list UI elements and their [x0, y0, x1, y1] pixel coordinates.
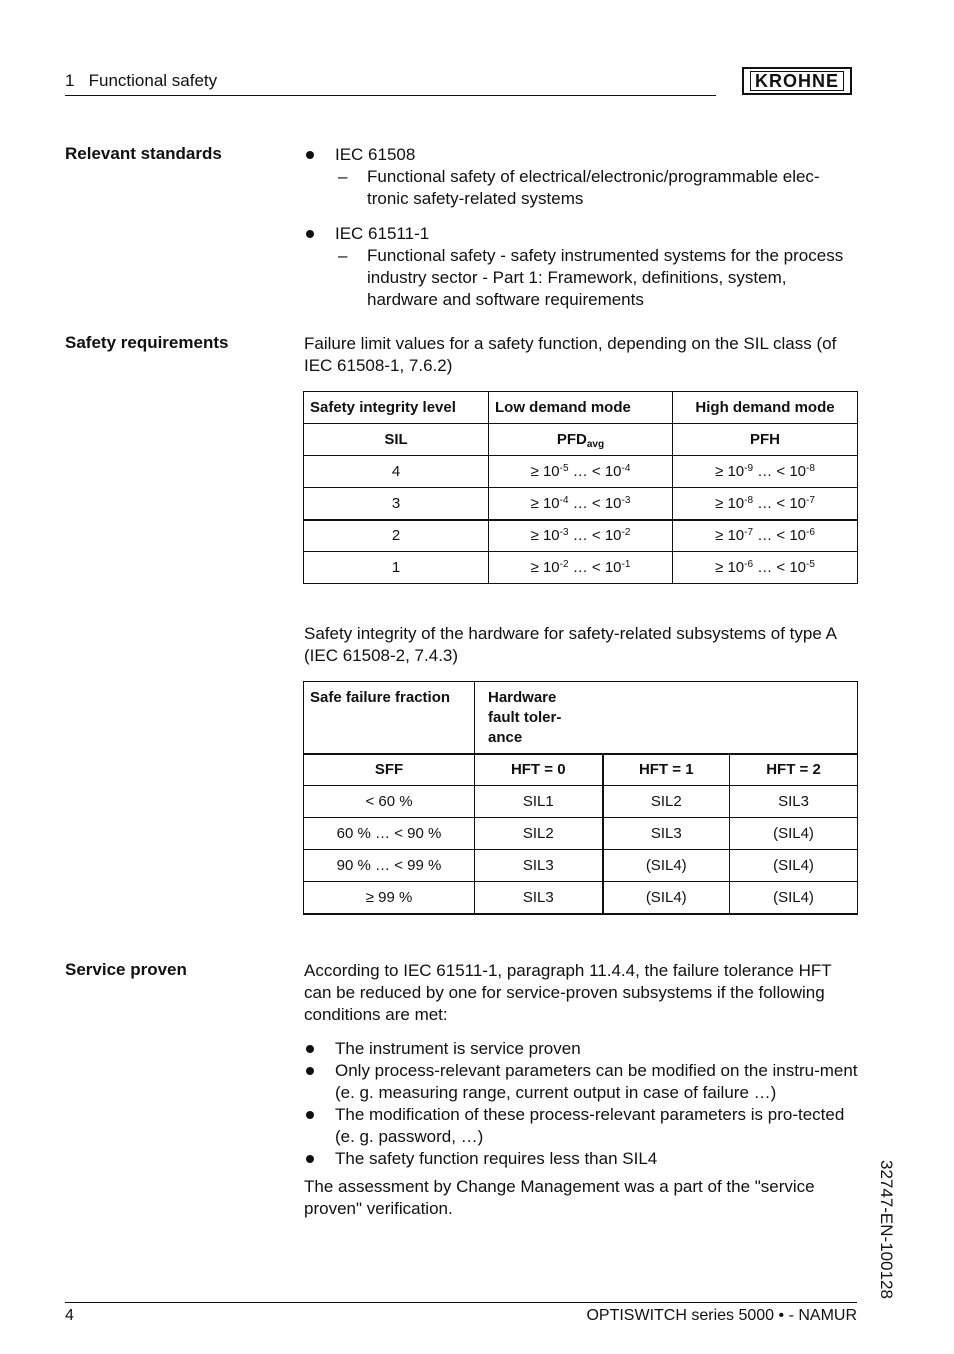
- header-rule: [65, 95, 716, 96]
- list-item: The instrument is service proven: [304, 1038, 860, 1060]
- section-label-service-proven: Service proven: [65, 960, 187, 979]
- table-cell: SIL1: [475, 786, 603, 818]
- table-subheader: $PFD_{avg}$: [489, 424, 673, 456]
- table-row: [304, 520, 858, 552]
- table-cell: SIL3: [603, 818, 730, 850]
- table-row: [304, 488, 858, 520]
- table-cell: < 60 %: [304, 786, 475, 818]
- pfd-cell: ≥ $10^{-3}$ … < $10^{-2}$: [489, 520, 673, 552]
- table-subheader: HFT = 0: [475, 754, 603, 786]
- footer-rule: [65, 1302, 857, 1303]
- table-cell: (SIL4): [603, 850, 730, 882]
- service-proven-closing: The assessment by Change Management was a part of the "service proven" verification.: [304, 1177, 815, 1218]
- page-number: 4: [65, 1307, 74, 1324]
- safety-requirements-intro: Failure limit values for a safety function, depending on the SIL class (of IEC 61508-1, 7.6.2): [304, 334, 837, 375]
- table-header: Hardware fault toler- ance: [475, 682, 858, 754]
- list-subitem: [304, 245, 860, 311]
- table-row: [304, 456, 858, 488]
- table-cell: 60 % … < 90 %: [304, 818, 475, 850]
- table-cell: SIL3: [730, 786, 858, 818]
- table-subheader: SFF: [304, 754, 475, 786]
- pfh-cell: ≥ $10^{-9}$ … < $10^{-8}$: [673, 456, 858, 488]
- bullet-icon: [306, 1155, 314, 1163]
- dash-icon: –: [338, 246, 348, 265]
- product-name: OPTISWITCH series 5000 • - NAMUR: [586, 1307, 857, 1324]
- krohne-logo: [742, 67, 852, 95]
- list-item: The safety function requires less than SIL4: [304, 1148, 860, 1170]
- table-cell: SIL3: [475, 850, 603, 882]
- document-number: 32747-EN-100128: [877, 1160, 896, 1299]
- table-row: [304, 786, 858, 818]
- table-row: [304, 552, 858, 584]
- table-row: [304, 850, 858, 882]
- service-proven-body: [304, 960, 860, 1220]
- pfd-cell: ≥ $10^{-2}$ … < $10^{-1}$: [489, 552, 673, 584]
- list-item: [304, 223, 860, 245]
- chapter-title: 1 Functional safety: [65, 71, 218, 90]
- table-cell: (SIL4): [730, 882, 858, 914]
- table-cell: ≥ 99 %: [304, 882, 475, 914]
- sil-cell: 1: [304, 552, 489, 584]
- standard-title: IEC 61508: [335, 145, 416, 164]
- sff-table: [303, 681, 858, 915]
- bullet-icon: [306, 230, 314, 238]
- section-label-safety-requirements: Safety requirements: [65, 333, 229, 352]
- standard-title: IEC 61511-1: [335, 224, 430, 243]
- pfh-cell: ≥ $10^{-7}$ … < $10^{-6}$: [673, 520, 858, 552]
- dash-icon: –: [338, 167, 348, 186]
- table-cell: SIL2: [475, 818, 603, 850]
- table-header: Low demand mode: [489, 392, 673, 424]
- list-subitem: [304, 166, 860, 210]
- hardware-integrity-intro: Safety integrity of the hardware for safety-related subsystems of type A (IEC 61508-2, 7.4.3): [304, 624, 836, 665]
- sil-table: [303, 391, 858, 584]
- service-proven-intro: According to IEC 61511-1, paragraph 11.4.4, the failure tolerance HFT can be reduced by one for service-proven subsystems if the following conditions are met:: [304, 961, 832, 1024]
- bullet-icon: [306, 1111, 314, 1119]
- table-row: [304, 818, 858, 850]
- table-header: Safety integrity level: [304, 392, 489, 424]
- sil-cell: 3: [304, 488, 489, 520]
- table-cell: (SIL4): [730, 818, 858, 850]
- table-row: [304, 882, 858, 914]
- pfh-cell: ≥ $10^{-6}$ … < $10^{-5}$: [673, 552, 858, 584]
- pfh-cell: ≥ $10^{-8}$ … < $10^{-7}$: [673, 488, 858, 520]
- section-label-relevant-standards: Relevant standards: [65, 144, 222, 163]
- logo-text: KROHNE: [750, 71, 844, 91]
- table-header: High demand mode: [673, 392, 858, 424]
- table-header: Safe failure fraction: [304, 682, 475, 754]
- list-item: [304, 144, 860, 166]
- list-item: Only process-relevant parameters can be modified on the instru-ment (e. g. measuring range, current output in case of failure …): [304, 1060, 860, 1104]
- table-subheader: PFH: [673, 424, 858, 456]
- table-cell: 90 % … < 99 %: [304, 850, 475, 882]
- sil-cell: 4: [304, 456, 489, 488]
- bullet-icon: [306, 1045, 314, 1053]
- table-cell: (SIL4): [603, 882, 730, 914]
- list-item: The modification of these process-relevant parameters is pro-tected (e. g. password, …): [304, 1104, 860, 1148]
- table-cell: SIL2: [603, 786, 730, 818]
- standard-description: Functional safety - safety instrumented systems for the process industry sector - Part 1: Framework, definitions, system, hardware and software requirements: [367, 246, 844, 309]
- table-subheader: HFT = 2: [730, 754, 858, 786]
- bullet-icon: [306, 151, 314, 159]
- table-cell: SIL3: [475, 882, 603, 914]
- standard-description: Functional safety of electrical/electronic/programmable elec-tronic safety-related systems: [367, 167, 820, 208]
- table-subheader: SIL: [304, 424, 489, 456]
- table-cell: (SIL4): [730, 850, 858, 882]
- bullet-icon: [306, 1067, 314, 1075]
- sil-cell: 2: [304, 520, 489, 552]
- table-subheader: HFT = 1: [603, 754, 730, 786]
- relevant-standards-list: [304, 144, 860, 311]
- pfd-cell: ≥ $10^{-5}$ … < $10^{-4}$: [489, 456, 673, 488]
- pfd-cell: ≥ $10^{-4}$ … < $10^{-3}$: [489, 488, 673, 520]
